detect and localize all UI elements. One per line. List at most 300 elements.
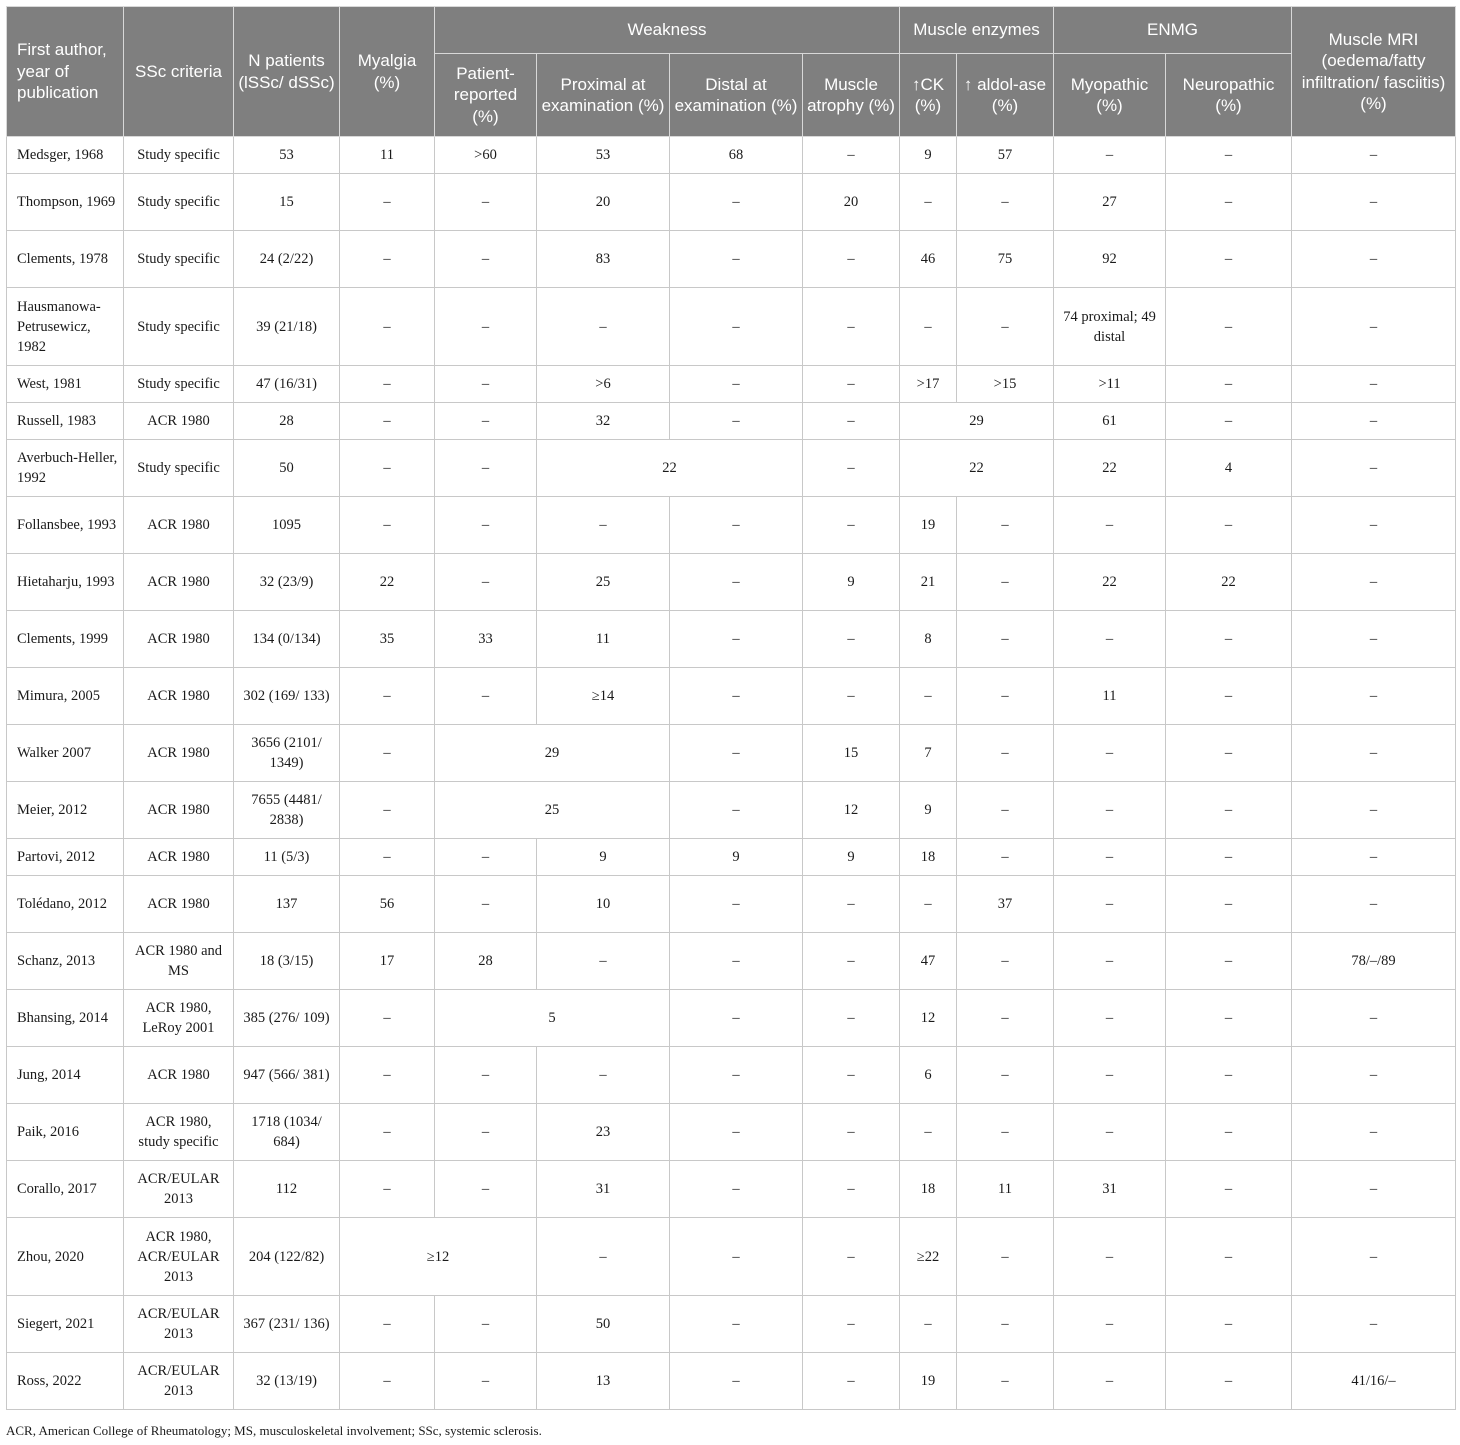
cell-author: Russell, 1983 — [7, 403, 124, 440]
cell-myopathic: – — [1054, 933, 1166, 990]
cell-muscle-enzymes-merged: 22 — [900, 440, 1054, 497]
table-row — [7, 1218, 1456, 1296]
cell-criteria: ACR 1980 — [124, 611, 234, 668]
cell-atrophy: – — [803, 440, 900, 497]
cell-myalgia: – — [340, 1047, 435, 1104]
cell-myopathic: – — [1054, 1296, 1166, 1353]
cell-myalgia: – — [340, 174, 435, 231]
cell-distal: – — [670, 366, 803, 403]
cell-criteria: ACR 1980 and MS — [124, 933, 234, 990]
header-first-author: First author, year of publication — [7, 7, 124, 137]
cell-myalgia-weakness-merged: ≥12 — [340, 1218, 537, 1296]
cell-patient-reported: – — [435, 403, 537, 440]
table-row — [7, 174, 1456, 231]
table-row — [7, 1161, 1456, 1218]
cell-neuropathic: – — [1166, 668, 1292, 725]
cell-distal: – — [670, 1218, 803, 1296]
cell-aldolase: >15 — [957, 366, 1054, 403]
header-weakness: Weakness — [435, 7, 900, 54]
cell-mri: – — [1292, 440, 1456, 497]
cell-ck: ≥22 — [900, 1218, 957, 1296]
cell-ck: 9 — [900, 782, 957, 839]
cell-criteria: ACR 1980 — [124, 1047, 234, 1104]
cell-atrophy: – — [803, 231, 900, 288]
cell-myalgia: – — [340, 403, 435, 440]
cell-neuropathic: – — [1166, 174, 1292, 231]
cell-patient-reported: – — [435, 668, 537, 725]
cell-distal: – — [670, 611, 803, 668]
cell-mri: – — [1292, 990, 1456, 1047]
cell-aldolase: – — [957, 933, 1054, 990]
cell-patient-reported: – — [435, 839, 537, 876]
cell-distal: – — [670, 1161, 803, 1218]
cell-proximal: 9 — [537, 839, 670, 876]
cell-mri: – — [1292, 403, 1456, 440]
cell-ck: – — [900, 668, 957, 725]
cell-aldolase: – — [957, 1296, 1054, 1353]
cell-proximal: – — [537, 497, 670, 554]
table-row — [7, 990, 1456, 1047]
cell-mri: – — [1292, 497, 1456, 554]
cell-distal: – — [670, 231, 803, 288]
cell-ck: – — [900, 1296, 957, 1353]
table-row — [7, 1296, 1456, 1353]
cell-neuropathic: – — [1166, 782, 1292, 839]
cell-myopathic: – — [1054, 990, 1166, 1047]
cell-proximal: 50 — [537, 1296, 670, 1353]
cell-weakness-merged: 5 — [435, 990, 670, 1047]
cell-aldolase: – — [957, 725, 1054, 782]
cell-atrophy: 9 — [803, 839, 900, 876]
cell-author: Jung, 2014 — [7, 1047, 124, 1104]
cell-n: 112 — [234, 1161, 340, 1218]
cell-criteria: ACR 1980 — [124, 725, 234, 782]
cell-myalgia: – — [340, 668, 435, 725]
cell-patient-reported: – — [435, 366, 537, 403]
cell-aldolase: – — [957, 1218, 1054, 1296]
cell-ck: 47 — [900, 933, 957, 990]
cell-n: 11 (5/3) — [234, 839, 340, 876]
cell-myalgia: – — [340, 288, 435, 366]
cell-mri: – — [1292, 174, 1456, 231]
table-row — [7, 1353, 1456, 1410]
cell-criteria: ACR/EULAR 2013 — [124, 1161, 234, 1218]
table-row — [7, 497, 1456, 554]
cell-distal: – — [670, 497, 803, 554]
cell-criteria: ACR 1980 — [124, 782, 234, 839]
cell-distal: – — [670, 782, 803, 839]
table-row — [7, 403, 1456, 440]
cell-aldolase: 11 — [957, 1161, 1054, 1218]
cell-n: 18 (3/15) — [234, 933, 340, 990]
cell-myopathic: – — [1054, 497, 1166, 554]
cell-myalgia: – — [340, 725, 435, 782]
cell-atrophy: – — [803, 137, 900, 174]
cell-n: 39 (21/18) — [234, 288, 340, 366]
header-patient-reported: Patient-reported (%) — [435, 54, 537, 137]
cell-author: Ross, 2022 — [7, 1353, 124, 1410]
cell-neuropathic: – — [1166, 1047, 1292, 1104]
cell-aldolase: – — [957, 554, 1054, 611]
cell-criteria: Study specific — [124, 231, 234, 288]
cell-aldolase: – — [957, 668, 1054, 725]
cell-distal: – — [670, 876, 803, 933]
cell-criteria: Study specific — [124, 288, 234, 366]
cell-proximal: 53 — [537, 137, 670, 174]
cell-criteria: ACR 1980, LeRoy 2001 — [124, 990, 234, 1047]
cell-mri: – — [1292, 725, 1456, 782]
cell-proximal: 31 — [537, 1161, 670, 1218]
cell-author: Paik, 2016 — [7, 1104, 124, 1161]
cell-proximal: 32 — [537, 403, 670, 440]
table-row — [7, 782, 1456, 839]
cell-distal: – — [670, 554, 803, 611]
cell-myopathic: 92 — [1054, 231, 1166, 288]
header-proximal: Proximal at examination (%) — [537, 54, 670, 137]
cell-myopathic: 74 proximal; 49 distal — [1054, 288, 1166, 366]
cell-mri: 78/–/89 — [1292, 933, 1456, 990]
cell-ck: >17 — [900, 366, 957, 403]
cell-aldolase: – — [957, 839, 1054, 876]
cell-criteria: ACR 1980 — [124, 876, 234, 933]
cell-n: 15 — [234, 174, 340, 231]
header-neuropathic: Neuropathic (%) — [1166, 54, 1292, 137]
cell-distal: – — [670, 725, 803, 782]
header-ssc-criteria: SSc criteria — [124, 7, 234, 137]
cell-aldolase: – — [957, 1047, 1054, 1104]
cell-mri: – — [1292, 782, 1456, 839]
header-myalgia: Myalgia (%) — [340, 7, 435, 137]
cell-myalgia: 35 — [340, 611, 435, 668]
cell-myalgia: 17 — [340, 933, 435, 990]
header-enmg: ENMG — [1054, 7, 1292, 54]
cell-proximal: ≥14 — [537, 668, 670, 725]
cell-author: Schanz, 2013 — [7, 933, 124, 990]
cell-myalgia: – — [340, 1161, 435, 1218]
cell-ck: 9 — [900, 137, 957, 174]
cell-author: Averbuch-Heller, 1992 — [7, 440, 124, 497]
cell-criteria: Study specific — [124, 137, 234, 174]
cell-mri: 41/16/– — [1292, 1353, 1456, 1410]
cell-myalgia: – — [340, 1353, 435, 1410]
cell-proximal: 11 — [537, 611, 670, 668]
cell-aldolase: 37 — [957, 876, 1054, 933]
cell-proximal: 23 — [537, 1104, 670, 1161]
cell-n: 50 — [234, 440, 340, 497]
cell-distal: – — [670, 174, 803, 231]
cell-aldolase: – — [957, 1353, 1054, 1410]
cell-ck: 12 — [900, 990, 957, 1047]
cell-patient-reported: – — [435, 1047, 537, 1104]
cell-n: 47 (16/31) — [234, 366, 340, 403]
cell-distal: – — [670, 990, 803, 1047]
cell-author: Siegert, 2021 — [7, 1296, 124, 1353]
cell-n: 3656 (2101/ 1349) — [234, 725, 340, 782]
cell-atrophy: – — [803, 1218, 900, 1296]
cell-n: 385 (276/ 109) — [234, 990, 340, 1047]
cell-neuropathic: 22 — [1166, 554, 1292, 611]
cell-myalgia: – — [340, 497, 435, 554]
cell-neuropathic: – — [1166, 1296, 1292, 1353]
cell-neuropathic: – — [1166, 231, 1292, 288]
cell-neuropathic: – — [1166, 403, 1292, 440]
cell-atrophy: – — [803, 1296, 900, 1353]
cell-n: 1718 (1034/ 684) — [234, 1104, 340, 1161]
cell-atrophy: – — [803, 366, 900, 403]
cell-distal: 68 — [670, 137, 803, 174]
cell-myopathic: – — [1054, 876, 1166, 933]
cell-aldolase: – — [957, 990, 1054, 1047]
table-row — [7, 933, 1456, 990]
cell-myopathic: – — [1054, 725, 1166, 782]
cell-ck: – — [900, 1104, 957, 1161]
cell-author: Medsger, 1968 — [7, 137, 124, 174]
cell-proximal: – — [537, 933, 670, 990]
cell-n: 137 — [234, 876, 340, 933]
cell-criteria: ACR 1980, ACR/EULAR 2013 — [124, 1218, 234, 1296]
cell-ck: 18 — [900, 1161, 957, 1218]
cell-author: Bhansing, 2014 — [7, 990, 124, 1047]
cell-ck: 21 — [900, 554, 957, 611]
cell-n: 302 (169/ 133) — [234, 668, 340, 725]
cell-patient-reported: – — [435, 231, 537, 288]
cell-atrophy: 9 — [803, 554, 900, 611]
header-n-patients: N patients (lSSc/ dSSc) — [234, 7, 340, 137]
table-row — [7, 1047, 1456, 1104]
cell-criteria: ACR 1980 — [124, 403, 234, 440]
cell-ck: 8 — [900, 611, 957, 668]
cell-mri: – — [1292, 1218, 1456, 1296]
cell-n: 1095 — [234, 497, 340, 554]
cell-myopathic: 27 — [1054, 174, 1166, 231]
cell-neuropathic: – — [1166, 839, 1292, 876]
cell-proximal: 13 — [537, 1353, 670, 1410]
muscle-involvement-table — [6, 6, 1456, 1410]
cell-author: Clements, 1999 — [7, 611, 124, 668]
cell-criteria: Study specific — [124, 440, 234, 497]
cell-author: Walker 2007 — [7, 725, 124, 782]
cell-myalgia: 56 — [340, 876, 435, 933]
cell-mri: – — [1292, 1161, 1456, 1218]
cell-patient-reported: – — [435, 1161, 537, 1218]
cell-author: Hausmanowa-Petrusewicz, 1982 — [7, 288, 124, 366]
cell-atrophy: – — [803, 611, 900, 668]
cell-myalgia: – — [340, 1296, 435, 1353]
cell-patient-reported: 28 — [435, 933, 537, 990]
cell-myopathic: – — [1054, 1218, 1166, 1296]
cell-myalgia: – — [340, 231, 435, 288]
cell-weakness-merged: 25 — [435, 782, 670, 839]
cell-weakness-exam-merged: 22 — [537, 440, 803, 497]
cell-mri: – — [1292, 839, 1456, 876]
cell-patient-reported: – — [435, 1104, 537, 1161]
cell-myopathic: 11 — [1054, 668, 1166, 725]
cell-neuropathic: – — [1166, 1353, 1292, 1410]
cell-proximal: – — [537, 288, 670, 366]
cell-neuropathic: – — [1166, 933, 1292, 990]
cell-mri: – — [1292, 366, 1456, 403]
cell-aldolase: 75 — [957, 231, 1054, 288]
cell-neuropathic: – — [1166, 497, 1292, 554]
cell-myopathic: – — [1054, 137, 1166, 174]
cell-aldolase: – — [957, 497, 1054, 554]
cell-n: 947 (566/ 381) — [234, 1047, 340, 1104]
cell-aldolase: – — [957, 1104, 1054, 1161]
cell-author: Mimura, 2005 — [7, 668, 124, 725]
cell-atrophy: – — [803, 1161, 900, 1218]
header-myopathic: Myopathic (%) — [1054, 54, 1166, 137]
table-row — [7, 611, 1456, 668]
cell-aldolase: 57 — [957, 137, 1054, 174]
table-container — [6, 6, 1455, 1410]
table-row — [7, 366, 1456, 403]
cell-patient-reported: – — [435, 1353, 537, 1410]
cell-criteria: ACR 1980 — [124, 554, 234, 611]
cell-distal: – — [670, 1104, 803, 1161]
cell-atrophy: – — [803, 497, 900, 554]
cell-atrophy: – — [803, 1104, 900, 1161]
cell-author: Corallo, 2017 — [7, 1161, 124, 1218]
cell-criteria: ACR/EULAR 2013 — [124, 1353, 234, 1410]
table-row — [7, 288, 1456, 366]
cell-neuropathic: – — [1166, 1161, 1292, 1218]
cell-mri: – — [1292, 554, 1456, 611]
table-row — [7, 137, 1456, 174]
cell-neuropathic: – — [1166, 366, 1292, 403]
table-row — [7, 876, 1456, 933]
cell-atrophy: – — [803, 933, 900, 990]
cell-myopathic: >11 — [1054, 366, 1166, 403]
cell-ck: 7 — [900, 725, 957, 782]
cell-author: Thompson, 1969 — [7, 174, 124, 231]
cell-criteria: ACR 1980, study specific — [124, 1104, 234, 1161]
cell-atrophy: – — [803, 876, 900, 933]
cell-distal: – — [670, 288, 803, 366]
cell-patient-reported: >60 — [435, 137, 537, 174]
cell-n: 7655 (4481/ 2838) — [234, 782, 340, 839]
cell-proximal: – — [537, 1218, 670, 1296]
cell-proximal: 25 — [537, 554, 670, 611]
cell-ck: – — [900, 288, 957, 366]
cell-distal: – — [670, 933, 803, 990]
cell-author: West, 1981 — [7, 366, 124, 403]
cell-myopathic: 22 — [1054, 440, 1166, 497]
cell-distal: – — [670, 668, 803, 725]
cell-n: 204 (122/82) — [234, 1218, 340, 1296]
header-atrophy: Muscle atrophy (%) — [803, 54, 900, 137]
cell-author: Hietaharju, 1993 — [7, 554, 124, 611]
cell-neuropathic: – — [1166, 876, 1292, 933]
cell-criteria: Study specific — [124, 366, 234, 403]
cell-myalgia: – — [340, 1104, 435, 1161]
cell-atrophy: 15 — [803, 725, 900, 782]
cell-mri: – — [1292, 288, 1456, 366]
cell-myalgia: – — [340, 990, 435, 1047]
cell-aldolase: – — [957, 782, 1054, 839]
cell-mri: – — [1292, 231, 1456, 288]
cell-myalgia: – — [340, 440, 435, 497]
cell-patient-reported: – — [435, 440, 537, 497]
cell-n: 24 (2/22) — [234, 231, 340, 288]
cell-myopathic: – — [1054, 1047, 1166, 1104]
cell-ck: – — [900, 174, 957, 231]
cell-n: 32 (13/19) — [234, 1353, 340, 1410]
cell-proximal: 83 — [537, 231, 670, 288]
table-row — [7, 1104, 1456, 1161]
cell-author: Partovi, 2012 — [7, 839, 124, 876]
table-row — [7, 440, 1456, 497]
cell-atrophy: – — [803, 288, 900, 366]
cell-patient-reported: – — [435, 497, 537, 554]
cell-myopathic: – — [1054, 611, 1166, 668]
cell-distal: – — [670, 403, 803, 440]
cell-proximal: >6 — [537, 366, 670, 403]
cell-distal: – — [670, 1296, 803, 1353]
cell-myalgia: – — [340, 366, 435, 403]
cell-muscle-enzymes-merged: 29 — [900, 403, 1054, 440]
cell-ck: 19 — [900, 1353, 957, 1410]
cell-ck: 6 — [900, 1047, 957, 1104]
cell-atrophy: 20 — [803, 174, 900, 231]
cell-author: Tolédano, 2012 — [7, 876, 124, 933]
table-footnote: ACR, American College of Rheumatology; MS, musculoskeletal involvement; SSc, systemic sclerosis. — [6, 1423, 542, 1438]
cell-ck: 18 — [900, 839, 957, 876]
cell-neuropathic: – — [1166, 1218, 1292, 1296]
cell-neuropathic: – — [1166, 288, 1292, 366]
cell-myopathic: 61 — [1054, 403, 1166, 440]
cell-myopathic: 22 — [1054, 554, 1166, 611]
cell-ck: – — [900, 876, 957, 933]
cell-atrophy: 12 — [803, 782, 900, 839]
header-ck: ↑CK (%) — [900, 54, 957, 137]
cell-mri: – — [1292, 1104, 1456, 1161]
table-row — [7, 725, 1456, 782]
table-row — [7, 839, 1456, 876]
cell-myopathic: – — [1054, 1104, 1166, 1161]
cell-n: 53 — [234, 137, 340, 174]
cell-mri: – — [1292, 876, 1456, 933]
cell-neuropathic: – — [1166, 611, 1292, 668]
cell-weakness-merged: 29 — [435, 725, 670, 782]
cell-mri: – — [1292, 668, 1456, 725]
cell-criteria: ACR/EULAR 2013 — [124, 1296, 234, 1353]
cell-n: 32 (23/9) — [234, 554, 340, 611]
cell-author: Follansbee, 1993 — [7, 497, 124, 554]
cell-patient-reported: – — [435, 174, 537, 231]
cell-aldolase: – — [957, 611, 1054, 668]
cell-n: 134 (0/134) — [234, 611, 340, 668]
cell-aldolase: – — [957, 288, 1054, 366]
cell-myopathic: – — [1054, 782, 1166, 839]
cell-proximal: – — [537, 1047, 670, 1104]
cell-n: 367 (231/ 136) — [234, 1296, 340, 1353]
cell-atrophy: – — [803, 1047, 900, 1104]
cell-criteria: ACR 1980 — [124, 497, 234, 554]
cell-neuropathic: – — [1166, 990, 1292, 1047]
cell-myalgia: 22 — [340, 554, 435, 611]
cell-myalgia: 11 — [340, 137, 435, 174]
cell-mri: – — [1292, 1296, 1456, 1353]
cell-mri: – — [1292, 137, 1456, 174]
cell-mri: – — [1292, 611, 1456, 668]
cell-proximal: 10 — [537, 876, 670, 933]
cell-atrophy: – — [803, 1353, 900, 1410]
cell-distal: – — [670, 1047, 803, 1104]
cell-neuropathic: 4 — [1166, 440, 1292, 497]
cell-atrophy: – — [803, 668, 900, 725]
cell-mri: – — [1292, 1047, 1456, 1104]
table-row — [7, 554, 1456, 611]
